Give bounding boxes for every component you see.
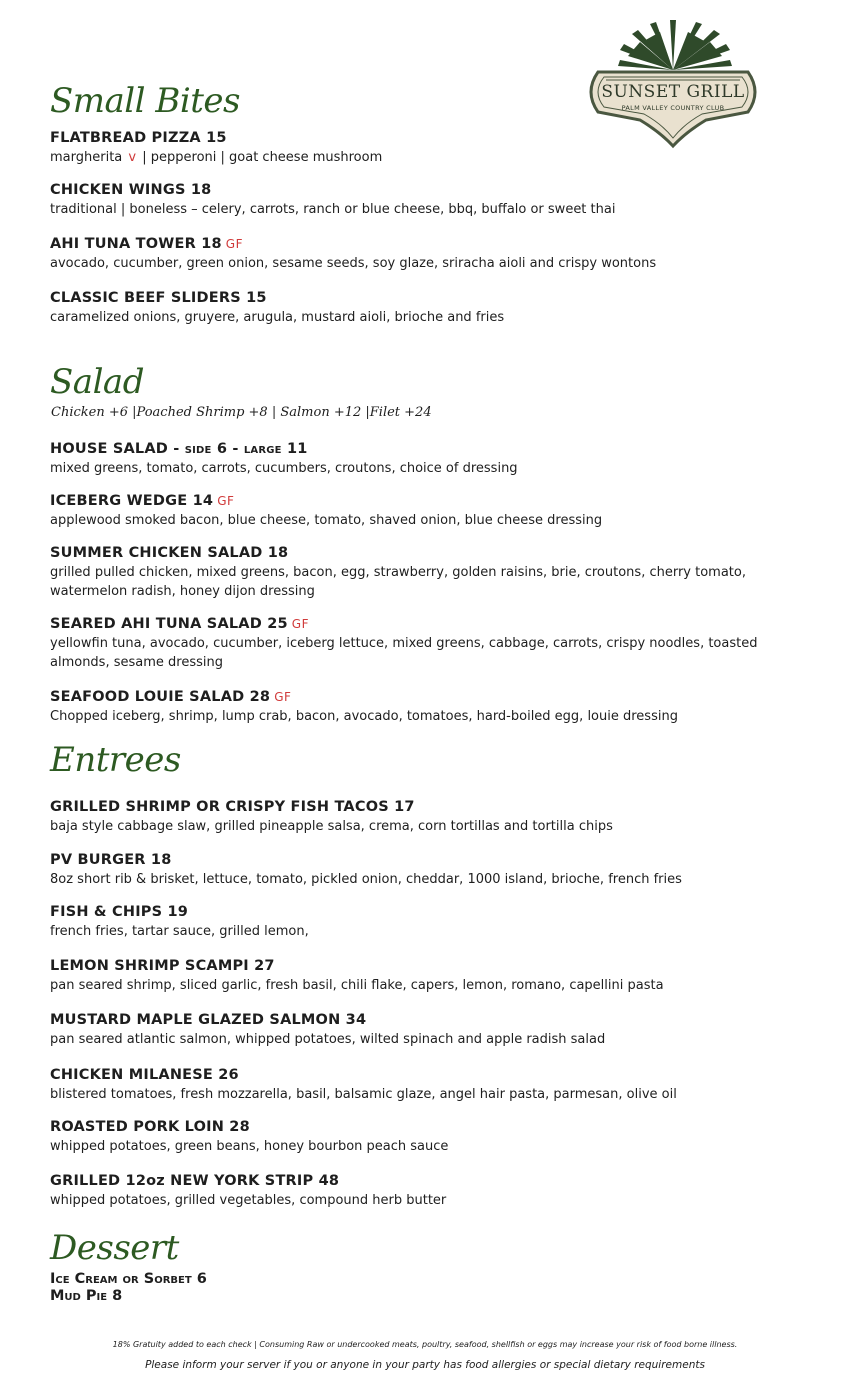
gluten-free-tag: GF	[274, 690, 292, 704]
item-name: FLATBREAD PIZZA 15	[50, 130, 227, 146]
item-name: SUMMER CHICKEN SALAD 18	[50, 545, 289, 561]
item-size-options: - side 6 - large	[173, 441, 282, 457]
item-desc: 8oz short rib & brisket, lettuce, tomato, pickled onion, cheddar, 1000 island, brioche, french fries	[50, 872, 682, 887]
menu-item	[50, 1118, 810, 1156]
menu-item	[50, 851, 810, 889]
item-desc: applewood smoked bacon, blue cheese, tomato, shaved onion, blue cheese dressing	[50, 513, 603, 528]
desc-part: margherita	[50, 150, 123, 165]
item-name-row	[50, 235, 810, 253]
item-desc: pan seared shrimp, sliced garlic, fresh basil, chili flake, capers, lemon, romano, capellini pasta	[50, 978, 664, 993]
footer-gratuity-notice: 18% Gratuity added to each check | Consuming Raw or undercooked meats, poultry, seafood, shellfish or eggs may increase your risk of food borne illness.	[112, 1340, 738, 1349]
item-name: ICEBERG WEDGE 14	[50, 493, 214, 509]
item-name-row	[50, 615, 810, 633]
menu-item	[50, 1172, 810, 1210]
item-desc: whipped potatoes, green beans, honey bourbon peach sauce	[50, 1139, 449, 1154]
item-desc: avocado, cucumber, green onion, sesame seeds, soy glaze, sriracha aioli and crispy wontons	[50, 256, 657, 271]
item-name: CHICKEN WINGS 18	[50, 182, 212, 198]
item-desc: pan seared atlantic salmon, whipped potatoes, wilted spinach and apple radish salad	[50, 1032, 606, 1047]
item-name: CHICKEN MILANESE 26	[50, 1067, 239, 1083]
item-name: FISH & CHIPS 19	[50, 904, 189, 920]
item-name: LEMON SHRIMP SCAMPI 27	[50, 958, 275, 974]
desc-part: | pepperoni | goat cheese mushroom	[142, 150, 383, 165]
item-name-row	[50, 688, 810, 706]
menu-item	[50, 957, 810, 995]
dessert-item: Ice Cream or Sorbet 6	[50, 1271, 207, 1287]
menu-item	[50, 688, 810, 726]
section-title-dessert: Dessert	[50, 1228, 179, 1268]
item-name: GRILLED 12oz NEW YORK STRIP 48	[50, 1173, 340, 1189]
menu-item	[50, 1066, 810, 1104]
item-desc: grilled pulled chicken, mixed greens, bacon, egg, strawberry, golden raisins, brie, croutons, cherry tomato, watermelon radish, honey dijon dressing	[50, 565, 746, 599]
item-name: AHI TUNA TOWER 18	[50, 236, 222, 252]
menu-item	[50, 181, 810, 219]
menu-item	[50, 492, 810, 530]
menu-item	[50, 903, 810, 941]
salad-addons: Chicken +6 |Poached Shrimp +8 | Salmon +12 |Filet +24	[51, 405, 432, 420]
logo-name: SUNSET GRILL	[601, 82, 745, 102]
menu-item	[50, 235, 810, 273]
menu-item	[50, 1011, 810, 1049]
item-name: MUSTARD MAPLE GLAZED SALMON 34	[50, 1012, 367, 1028]
item-name: PV BURGER 18	[50, 852, 172, 868]
footer-allergy-notice: Please inform your server if you or anyone in your party has food allergies or special dietary requirements	[145, 1359, 705, 1371]
item-name: CLASSIC BEEF SLIDERS 15	[50, 290, 267, 306]
item-name: HOUSE SALAD	[50, 441, 168, 457]
gluten-free-tag: GF	[225, 237, 243, 251]
menu-item	[50, 615, 810, 672]
item-name: GRILLED SHRIMP OR CRISPY FISH TACOS 17	[50, 799, 415, 815]
menu-item	[50, 798, 810, 836]
logo-subtitle: PALM VALLEY COUNTRY CLUB	[621, 104, 725, 112]
item-desc: mixed greens, tomato, carrots, cucumbers, croutons, choice of dressing	[50, 461, 518, 476]
item-desc: caramelized onions, gruyere, arugula, mustard aioli, brioche and fries	[50, 310, 505, 325]
menu-item	[50, 129, 810, 167]
item-desc: yellowfin tuna, avocado, cucumber, iceberg lettuce, mixed greens, cabbage, carrots, crispy noodles, toasted almonds, sesame dressing	[50, 636, 758, 670]
item-name: SEARED AHI TUNA SALAD 25	[50, 616, 288, 632]
item-desc: french fries, tartar sauce, grilled lemon,	[50, 924, 309, 939]
section-title-entrees: Entrees	[50, 740, 181, 780]
item-name-row	[50, 440, 810, 458]
menu-item	[50, 440, 810, 478]
gluten-free-tag: GF	[291, 617, 309, 631]
section-title-salad: Salad	[50, 362, 144, 402]
item-desc	[50, 148, 810, 167]
dessert-item: Mud Pie 8	[50, 1288, 123, 1304]
item-desc: traditional | boneless – celery, carrots, ranch or blue cheese, bbq, buffalo or sweet thai	[50, 202, 616, 217]
item-name: ROASTED PORK LOIN 28	[50, 1119, 250, 1135]
item-name: SEAFOOD LOUIE SALAD 28	[50, 689, 271, 705]
item-desc: Chopped iceberg, shrimp, lump crab, bacon, avocado, tomatoes, hard-boiled egg, louie dressing	[50, 709, 678, 724]
item-desc: baja style cabbage slaw, grilled pineapple salsa, crema, corn tortillas and tortilla chips	[50, 819, 613, 834]
item-name-row	[50, 492, 810, 510]
item-price: 11	[286, 441, 308, 457]
vegetarian-tag: v	[128, 150, 137, 165]
menu-item	[50, 544, 810, 601]
gluten-free-tag: GF	[217, 494, 235, 508]
item-desc: whipped potatoes, grilled vegetables, compound herb butter	[50, 1193, 447, 1208]
section-title-small-bites: Small Bites	[50, 81, 240, 121]
menu-item	[50, 289, 810, 327]
item-desc: blistered tomatoes, fresh mozzarella, basil, balsamic glaze, angel hair pasta, parmesan, olive oil	[50, 1087, 677, 1102]
